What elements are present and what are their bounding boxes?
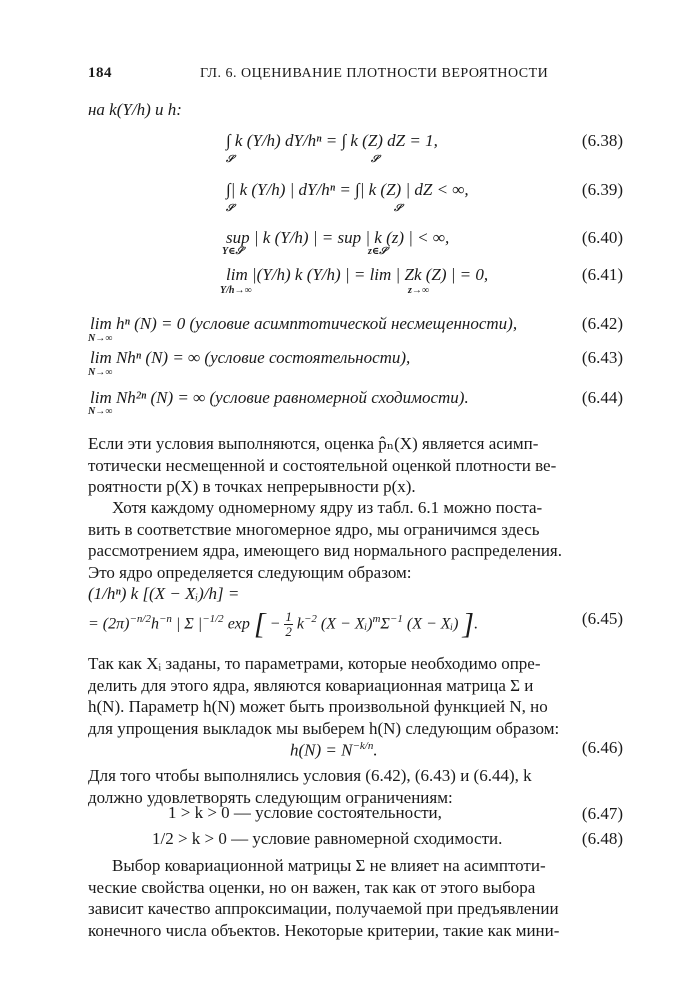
equation-number-6-46: (6.46) (581, 738, 623, 757)
paragraph-line: тотически несмещенной и состоятельной оценкой плотности ве- (88, 455, 557, 475)
equation-6-39-sub1: 𝒮 (226, 203, 234, 214)
paragraph-line: должно удовлетворять следующим ограничениям: (88, 787, 453, 807)
eq-exp: −k/n (352, 740, 374, 752)
paragraph-line: Выбор ковариационной матрицы Σ не влияет на асимптоти- (112, 856, 546, 875)
eq-exp: −n/2 (129, 613, 151, 625)
paragraph-line: для упрощения выкладок мы выберем h(N) следующим образом: (88, 718, 560, 738)
paragraph-line: Для того чтобы выполнялись условия (6.42), (6.43) и (6.44), k (88, 766, 532, 785)
right-bracket: ] (462, 607, 475, 641)
equation-6-38-sub1: 𝒮 (226, 154, 234, 165)
equation-6-40-sub2: z∈𝒮 (368, 246, 388, 257)
paragraph-parameters (88, 653, 623, 739)
paragraph-line: роятности p(X) в точках непрерывности p(x). (88, 477, 416, 496)
fraction-numerator: 1 (285, 609, 292, 625)
eq-exp: −1/2 (202, 613, 224, 625)
fraction-denominator: 2 (285, 624, 292, 640)
equation-6-40-sub1: Y∈𝒮 (222, 246, 244, 257)
paragraph-line: ческие свойства оценки, но он важен, так как от этого выбора (88, 877, 536, 897)
paragraph-line: Так как Xᵢ заданы, то параметрами, которые необходимо опре- (88, 654, 541, 673)
equation-6-41: lim |(Y/h) k (Y/h) | = lim | Zk (Z) | = 0, (226, 265, 489, 284)
equation-6-38: ∫ k (Y/h) dY/hⁿ = ∫ k (Z) dZ = 1, (226, 131, 438, 150)
equation-6-43: lim Nhⁿ (N) = ∞ (условие состоятельности), (90, 348, 411, 367)
eq-part: h(N) = N (290, 740, 353, 760)
one-half-fraction (284, 610, 293, 639)
equation-6-44-sub1: N→∞ (88, 406, 113, 417)
eq-part: exp (223, 615, 250, 633)
equation-6-42-sub1: N→∞ (88, 333, 113, 344)
eq-part: k (292, 615, 304, 633)
eq-exp: т (372, 613, 381, 625)
equation-number-6-39: (6.39) (581, 180, 623, 199)
paragraph-line: Если эти условия выполняются, оценка p̂ₙ(X) является асимп- (88, 434, 539, 453)
equation-number-6-47: (6.47) (581, 804, 623, 823)
eq-exp: −1 (389, 613, 403, 625)
equation-6-41-sub1: Y/h→∞ (220, 285, 252, 296)
equation-6-41-sub2: z→∞ (408, 285, 430, 296)
equation-6-40: sup | k (Y/h) | = sup | k (z) | < ∞, (226, 228, 450, 247)
equation-6-46 (290, 736, 378, 761)
equation-6-48: 1/2 > k > 0 — условие равномерной сходимости. (152, 829, 503, 848)
intro-line: на k(Y/h) и h: (88, 100, 182, 119)
paragraph-conditions (88, 433, 623, 498)
equation-number-6-43: (6.43) (581, 348, 623, 367)
equation-number-6-48: (6.48) (581, 829, 623, 848)
eq-part: (X − Xᵢ) (402, 615, 459, 633)
equation-6-43-sub1: N→∞ (88, 367, 113, 378)
equation-number-6-42: (6.42) (581, 314, 623, 333)
page-number: 184 (88, 65, 112, 81)
paragraph-covariance (88, 855, 623, 941)
equation-6-45-line2: = $(2\pi)^{-n/2}h^{-n}$ | Σ $|^{-1/2}$ exp [ − $\frac{1}{2}$ $k^{-2}$ $(X - Xᵢ)^т\Sigma^{-1}$ (X − Xᵢ) ]. (88, 607, 479, 641)
eq-part: . (373, 740, 378, 760)
eq-exp: −2 (303, 613, 317, 625)
equation-number-6-41: (6.41) (581, 265, 623, 284)
eq-exp: −n (158, 613, 172, 625)
paragraph-line: делить для этого ядра, являются ковариационная матрица Σ и (88, 675, 534, 695)
paragraph-kernel (88, 497, 623, 583)
eq-part: Σ (380, 615, 390, 633)
paragraph-line: Хотя каждому одномерному ядру из табл. 6.1 можно поста- (112, 498, 543, 517)
paragraph-line: вить в соответствие многомерное ядро, мы ограничимся здесь (88, 519, 540, 539)
paragraph-line: зависит качество аппроксимации, получаемой при предъявлении (88, 899, 559, 918)
equation-number-6-45: (6.45) (581, 609, 623, 628)
equation-number-6-44: (6.44) (581, 388, 623, 407)
equation-6-47: 1 > k > 0 — условие состоятельности, (168, 803, 442, 822)
paragraph-constraints (88, 765, 623, 808)
equation-6-44: lim Nh²ⁿ (N) = ∞ (условие равномерной сходимости). (90, 388, 469, 407)
equation-6-45-line1: (1/hⁿ) k [(X − Xᵢ)/h] = (88, 584, 240, 603)
equation-number-6-40: (6.40) (581, 228, 623, 247)
equation-6-38-sub2: 𝒮 (371, 154, 379, 165)
paragraph-line: h(N). Параметр h(N) может быть произвольной функцией N, но (88, 697, 548, 716)
left-bracket: [ (253, 607, 266, 641)
paragraph-line: рассмотрением ядра, имеющего вид нормального распределения. (88, 541, 562, 560)
eq-part: h (150, 615, 159, 633)
equation-number-6-38: (6.38) (581, 131, 623, 150)
paragraph-line: Это ядро определяется следующим образом: (88, 562, 412, 582)
running-title: ГЛ. 6. ОЦЕНИВАНИЕ ПЛОТНОСТИ ВЕРОЯТНОСТИ (200, 66, 549, 81)
paragraph-line: конечного числа объектов. Некоторые критерии, такие как мини- (88, 920, 560, 940)
eq-part: = (2π) (88, 615, 130, 633)
equation-6-42: lim hⁿ (N) = 0 (условие асимптотической несмещенности), (90, 314, 518, 333)
equation-6-39-sub2: 𝒮 (394, 203, 402, 214)
eq-part: (X − Xᵢ) (316, 615, 373, 633)
eq-part: | Σ | (171, 615, 203, 633)
equation-6-39: ∫| k (Y/h) | dY/hⁿ = ∫| k (Z) | dZ < ∞, (226, 180, 469, 199)
